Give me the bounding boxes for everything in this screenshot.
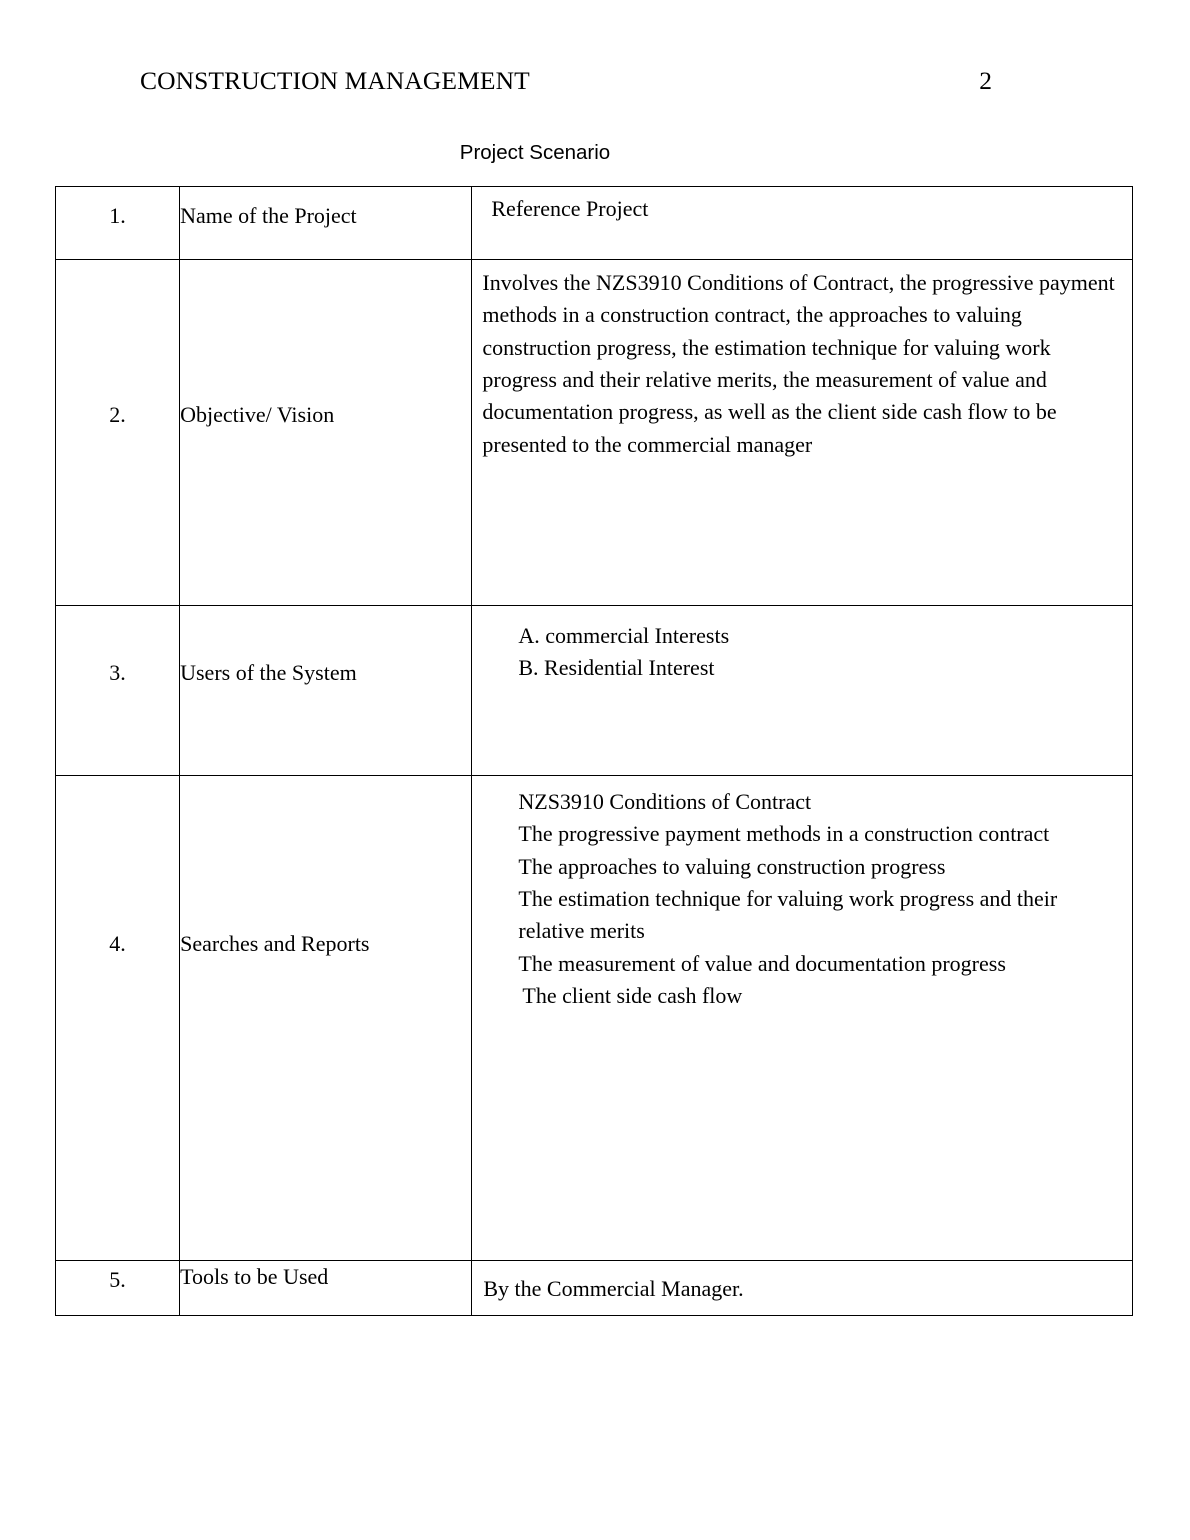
- row-label: Tools to be Used: [180, 1261, 472, 1316]
- row-content: By the Commercial Manager.: [472, 1261, 1133, 1316]
- table-caption: Project Scenario: [459, 141, 611, 164]
- list-item: B. Residential Interest: [518, 655, 715, 681]
- table-row: [56, 776, 1133, 1261]
- list-item: A. commercial Interests: [518, 623, 730, 648]
- row-label: Searches and Reports: [180, 776, 472, 1261]
- list-item: The estimation technique for valuing work progress and their relative merits: [518, 885, 1058, 944]
- table-row: [56, 260, 1133, 606]
- list-item: The client side cash flow: [522, 982, 743, 1008]
- row-number: 4.: [56, 776, 180, 1261]
- list-item: The progressive payment methods in a construction contract: [518, 821, 1050, 847]
- row-label: Objective/ Vision: [180, 260, 472, 606]
- row-content: [472, 776, 1133, 1261]
- page-number: 2: [979, 66, 992, 95]
- table-row: [56, 606, 1133, 776]
- row-label: Users of the System: [180, 606, 472, 776]
- row-content: Involves the NZS3910 Conditions of Contract, the progressive payment methods in a construction contract, the approaches to valuing construction progress, the estimation technique for valuing work progress and their relative merits, the measurement of value and documentation progress, as well as the client side cash flow to be presented to the commercial manager: [472, 260, 1133, 606]
- row-number: 5.: [56, 1261, 180, 1316]
- table-row: [56, 187, 1133, 260]
- row-content: Reference Project: [472, 187, 1133, 260]
- table-row: [56, 1261, 1133, 1316]
- list-item: The approaches to valuing construction progress: [518, 853, 946, 879]
- row-number: 2.: [56, 260, 180, 606]
- row-number: 1.: [56, 187, 180, 260]
- document-title: CONSTRUCTION MANAGEMENT: [140, 66, 530, 95]
- row-content: [472, 606, 1133, 776]
- list-item: NZS3910 Conditions of Contract: [518, 789, 812, 814]
- row-label: Name of the Project: [180, 187, 472, 260]
- list-item: The measurement of value and documentation progress: [518, 950, 1006, 976]
- running-header: [140, 66, 1050, 100]
- project-scenario-table: [55, 186, 1133, 1316]
- row-number: 3.: [56, 606, 180, 776]
